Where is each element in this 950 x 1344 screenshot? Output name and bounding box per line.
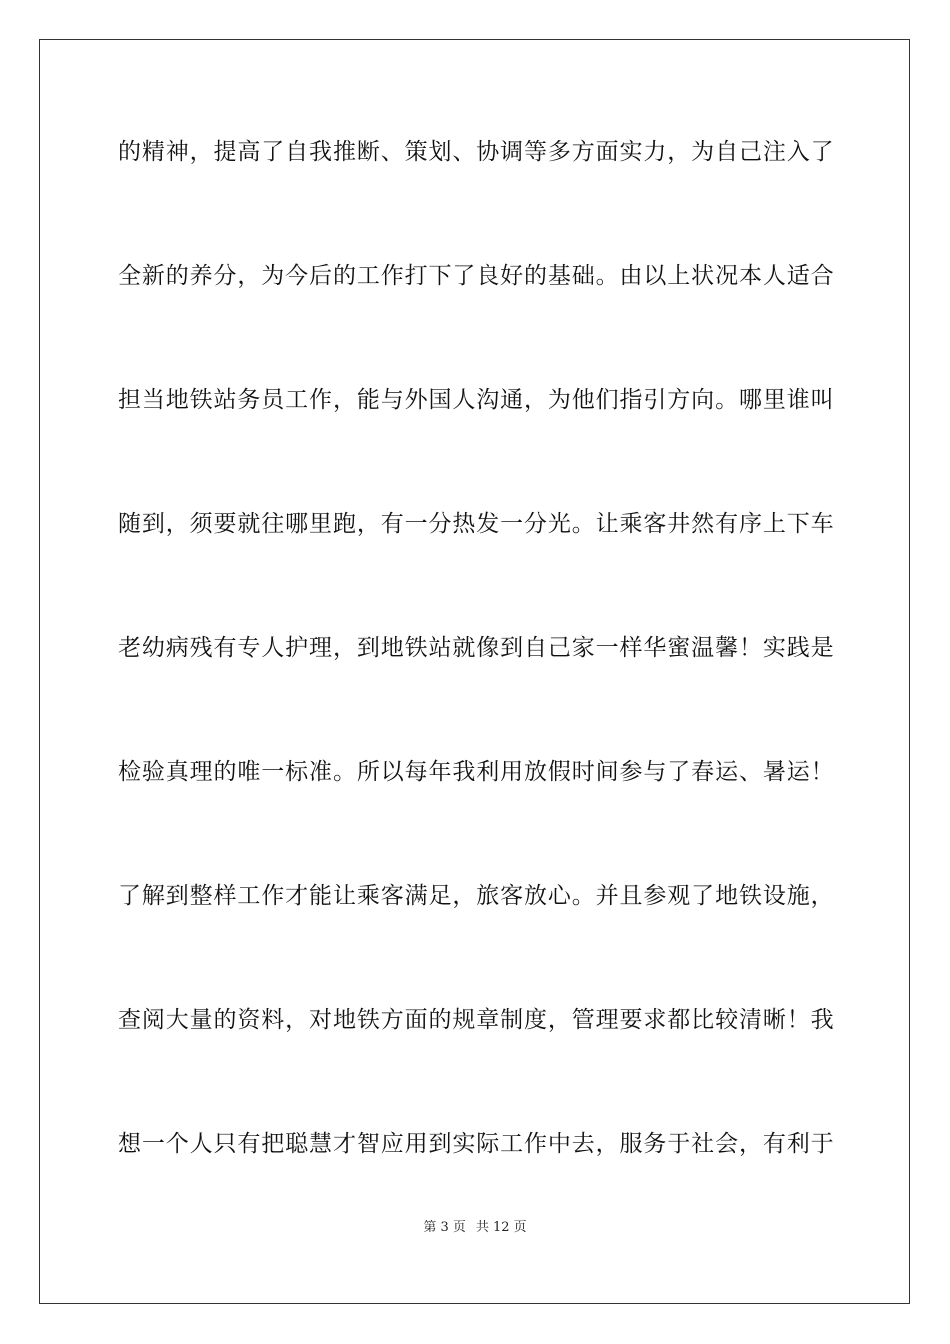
- page-border: [39, 39, 910, 1304]
- body-text-line-7: 了解到整样工作才能让乘客满足，旅客放心。并且参观了地铁设施，: [118, 883, 834, 909]
- page-total: 共 12 页: [475, 1220, 527, 1235]
- body-text-line-5: 老幼病残有专人护理，到地铁站就像到自己家一样华蜜温馨！实践是: [118, 635, 834, 661]
- body-text-line-1: 的精神，提高了自我推断、策划、协调等多方面实力，为自己注入了: [118, 139, 834, 165]
- page-number: 第 3 页: [423, 1220, 466, 1235]
- body-text-line-9: 想一个人只有把聪慧才智应用到实际工作中去，服务于社会，有利于: [118, 1131, 834, 1157]
- body-text-line-4: 随到，须要就往哪里跑，有一分热发一分光。让乘客井然有序上下车: [118, 511, 834, 537]
- page-footer: [0, 1219, 950, 1237]
- body-text-line-2: 全新的养分，为今后的工作打下了良好的基础。由以上状况本人适合: [118, 263, 834, 289]
- body-text-line-3: 担当地铁站务员工作，能与外国人沟通，为他们指引方向。哪里谁叫: [118, 387, 834, 413]
- body-text-line-6: 检验真理的唯一标准。所以每年我利用放假时间参与了春运、暑运！: [118, 759, 834, 785]
- body-text-line-8: 查阅大量的资料，对地铁方面的规章制度，管理要求都比较清晰！我: [118, 1007, 834, 1033]
